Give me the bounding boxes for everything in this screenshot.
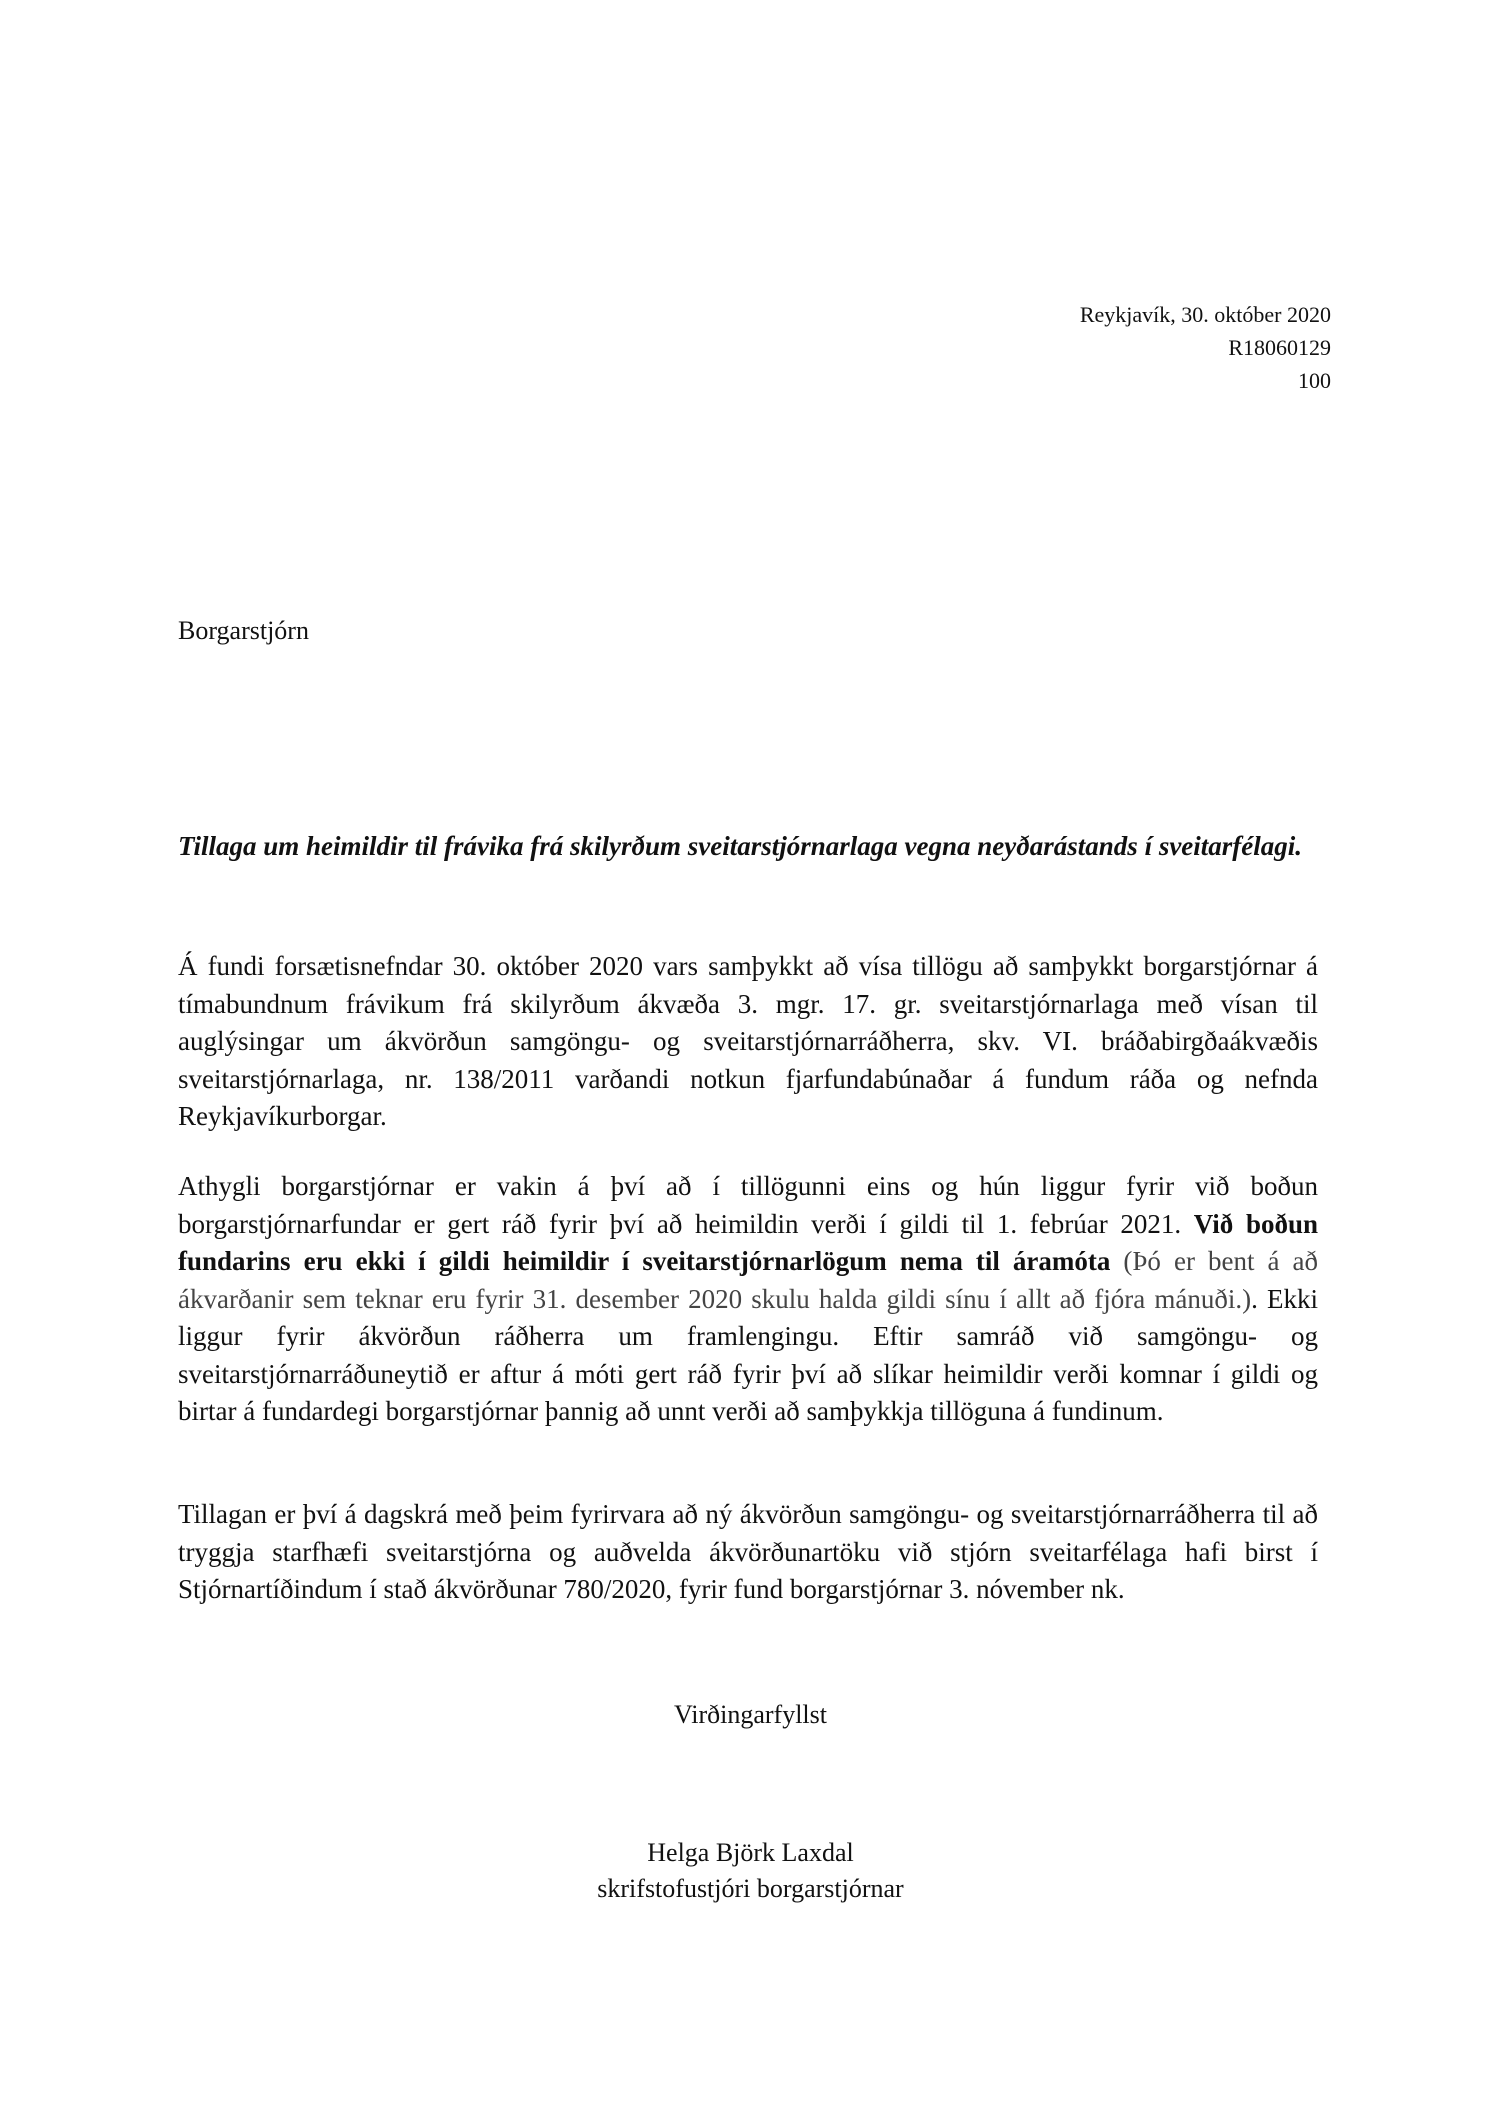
paragraph-1: Á fundi forsætisnefndar 30. október 2020 vars samþykkt að vísa tillögu að samþykkt borgarstjórnar á tímabundnum frávikum frá skilyrðum ákvæða 3. mgr. 17. gr. sveitarstjórnarlaga með vísan til auglýsingar um ákvörðun samgöngu- og sveitarstjórnarráðherra, skv. VI. bráðabirgðaákvæðis sveitarstjórnarlaga, nr. 138/2011 varðandi notkun fjarfundabúnaðar á fundum ráða og nefnda Reykjavíkurborgar.: [178, 951, 1318, 1131]
paragraph-2: [178, 1168, 1318, 1431]
signatory-name: Helga Björk Laxdal: [647, 1838, 854, 1867]
signature-block: [0, 1835, 1501, 1907]
letter-header: [1080, 298, 1331, 397]
paragraph-2-bold-text: Við boðun fundarins eru ekki í gildi heimildir í sveitarstjórnarlögum nema til áramóta: [178, 1208, 1318, 1276]
reference-number: R18060129: [1228, 335, 1331, 360]
signatory-role: skrifstofustjóri borgarstjórnar: [597, 1874, 904, 1903]
document-title: Tillaga um heimildir til frávika frá skilyrðum sveitarstjórnarlaga vegna neyðarástands í sveitarfélagi.: [178, 831, 1303, 861]
recipient: Borgarstjórn: [178, 616, 309, 645]
paragraph-2-text: Athygli borgarstjórnar er vakin á því að í tillögunni eins og hún liggur fyrir við boðun borgarstjórnarfundar er gert ráð fyrir því að heimildin verði í gildi til 1. febrúar 2021.: [178, 1171, 1318, 1239]
paragraph-2-continuation: . Ekki liggur fyrir ákvörðun ráðherra um framlengingu. Eftir samráð við samgöngu- og sveitarstjórnarráðuneytið er aftur á móti gert ráð fyrir því að slíkar heimildir verði komnar í gildi og birtar á fundardegi borgarstjórnar þannig að unnt verði að samþykkja tillöguna á fundinum.: [178, 1283, 1319, 1426]
paragraph-3: Tillagan er því á dagskrá með þeim fyrirvara að ný ákvörðun samgöngu- og sveitarstjórnarráðherra til að tryggja starfhæfi sveitarstjórna og auðvelda ákvörðunartöku við stjórn sveitarfélaga hafi birst í Stjórnartíðindum í stað ákvörðunar 780/2020, fyrir fund borgarstjórnar 3. nóvember nk.: [178, 1499, 1318, 1604]
paragraph-2-note: (Þó er bent á að ákvarðanir sem teknar eru fyrir 31. desember 2020 skulu halda gildi sínu í allt að fjóra mánuði.): [178, 1246, 1319, 1314]
date-line: Reykjavík, 30. október 2020: [1079, 302, 1331, 327]
closing: Virðingarfyllst: [674, 1700, 827, 1729]
document-number: 100: [1298, 368, 1331, 393]
